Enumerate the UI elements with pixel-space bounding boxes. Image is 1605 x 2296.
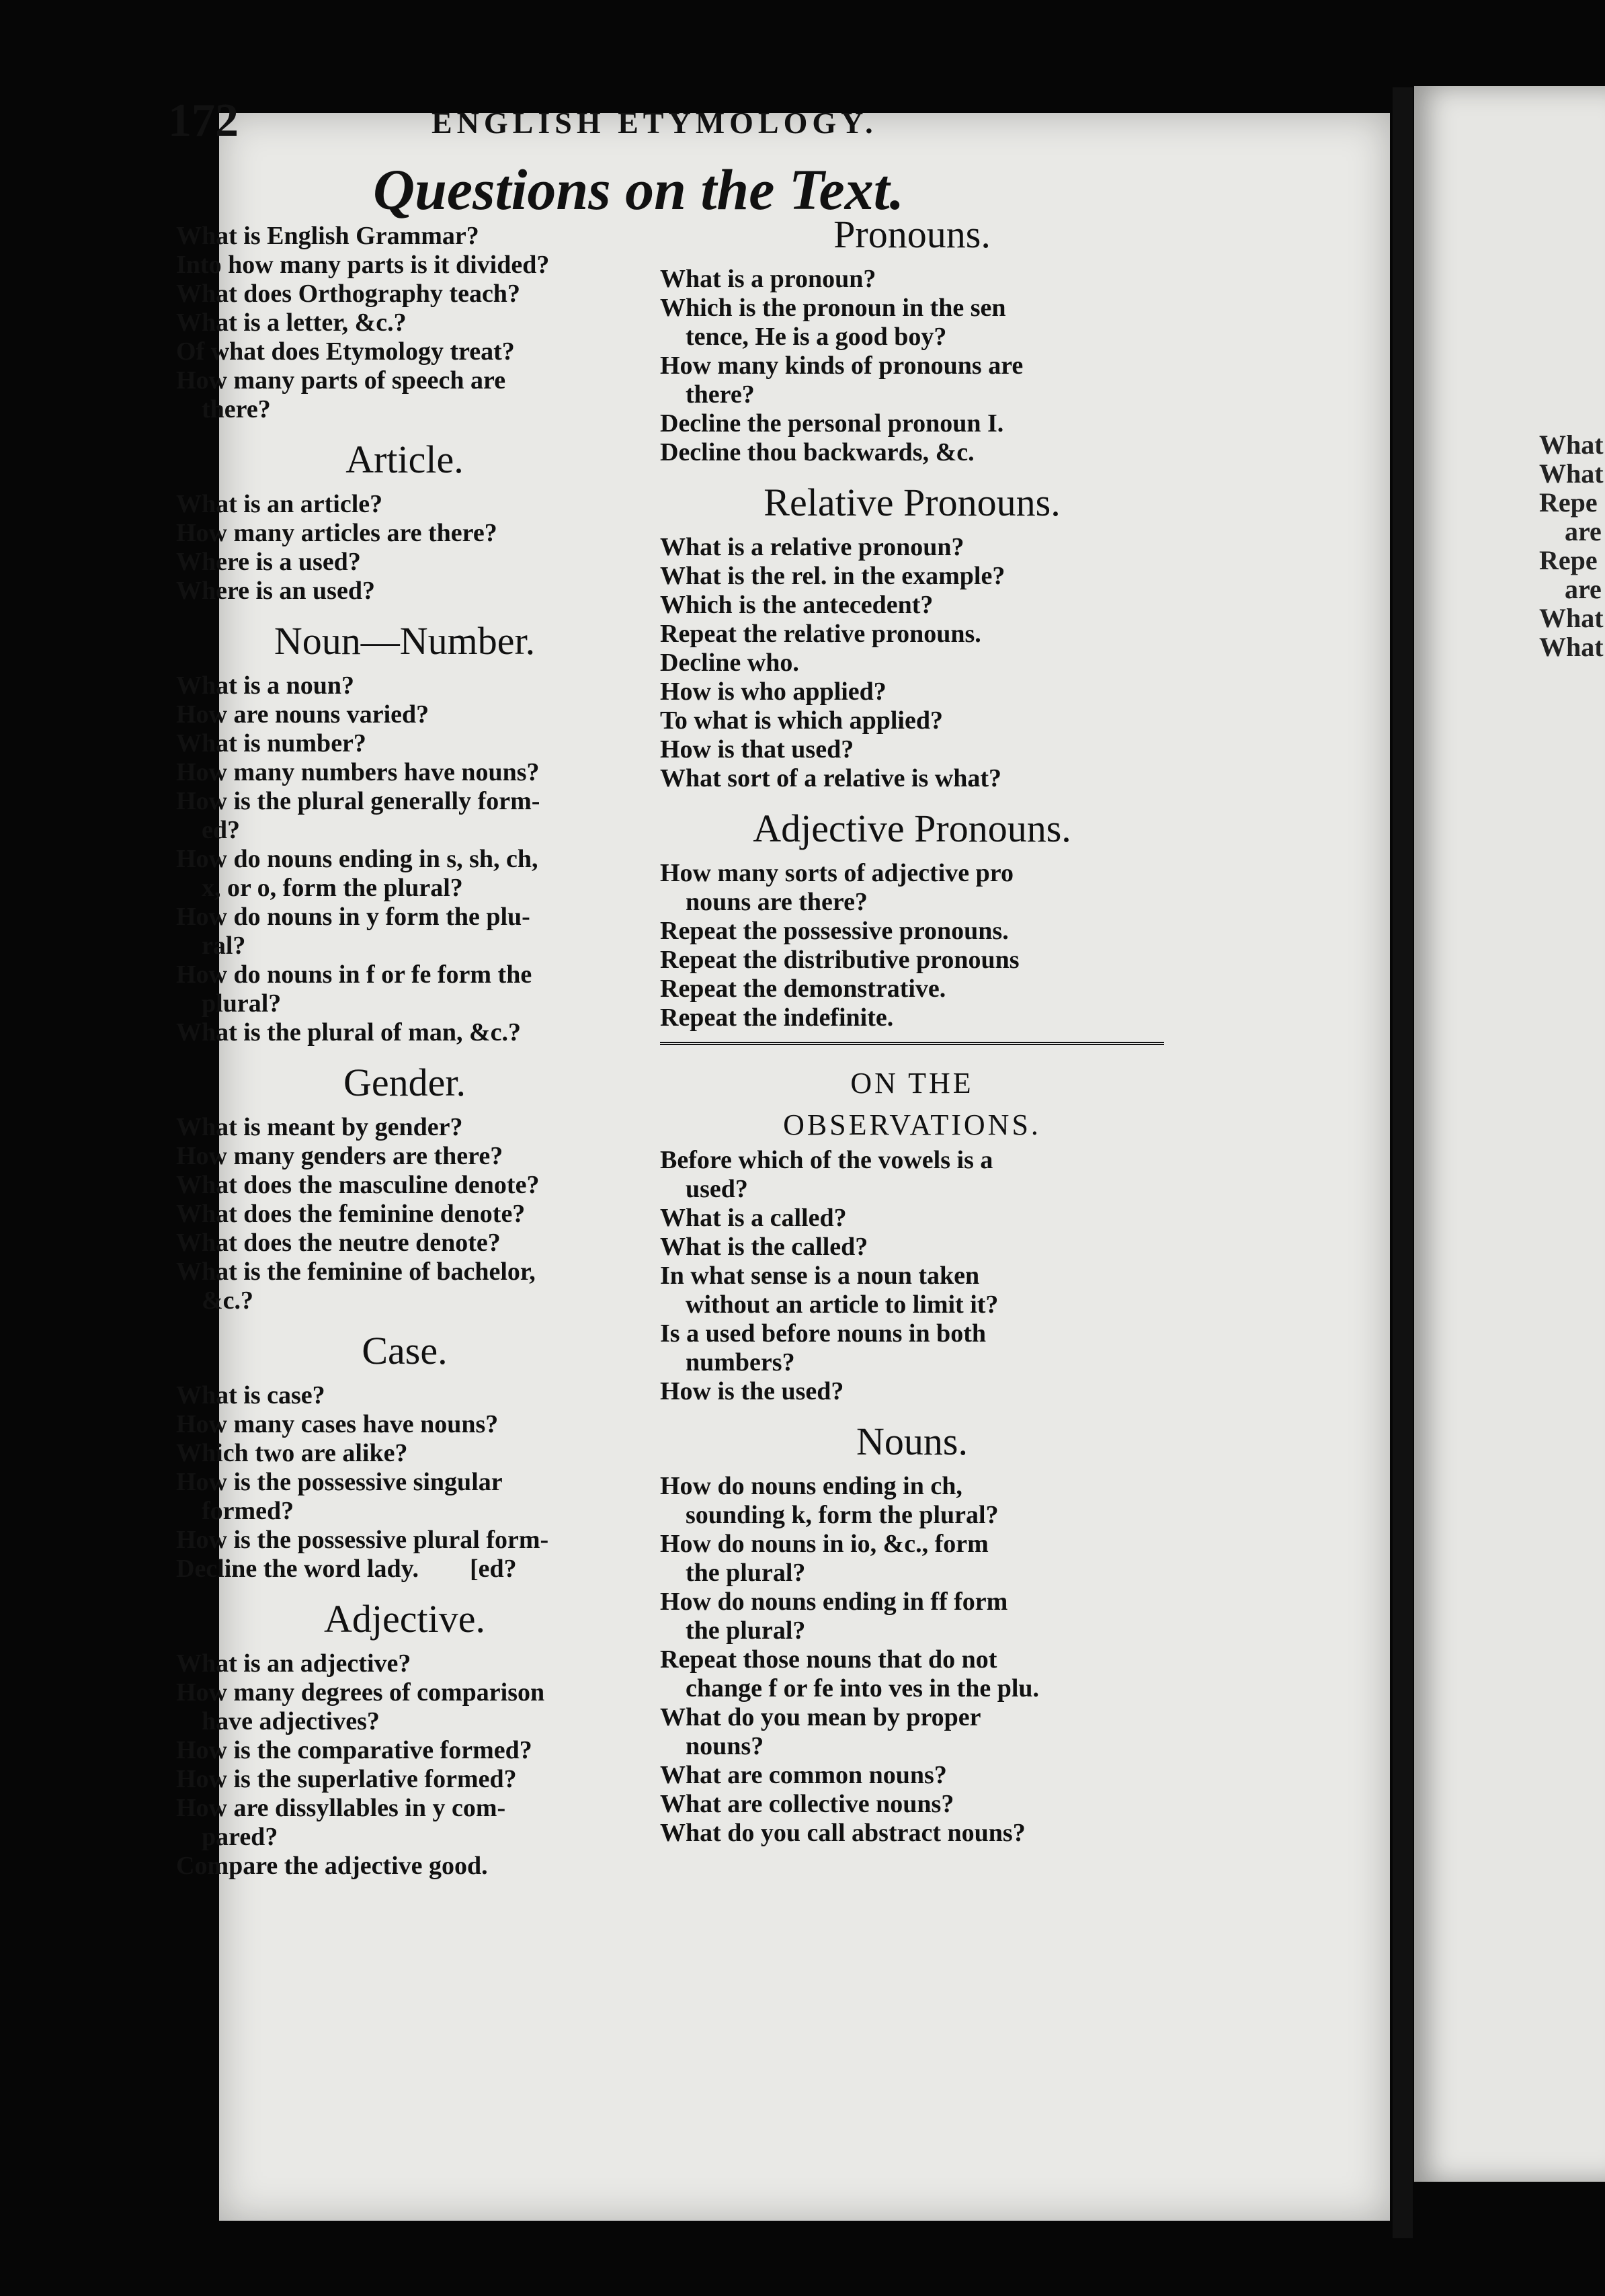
question: What is a relative pronoun? — [660, 533, 964, 561]
book-gutter — [1393, 87, 1413, 2238]
noun-number-questions — [176, 671, 633, 1047]
question: What do you call abstract nouns? — [660, 1819, 1026, 1847]
question: What are collective nouns? — [660, 1790, 954, 1818]
question: How is the possessive singular — [176, 1468, 503, 1496]
question: the plural? — [686, 1616, 806, 1645]
question: How is the possessive plural form- — [176, 1526, 549, 1554]
pronouns-questions — [660, 265, 1164, 467]
question: What does the masculine denote? — [176, 1171, 540, 1199]
question: without an article to limit it? — [686, 1290, 999, 1319]
facing-page-fragment: What — [1539, 458, 1604, 489]
section-heading-relative-pronouns: Relative Pronouns. — [764, 481, 1061, 524]
adjective-questions — [176, 1649, 633, 1881]
section-heading-case: Case. — [362, 1329, 448, 1372]
question: Decline the personal pronoun I. — [660, 409, 1004, 438]
question: How are dissyllables in y com- — [176, 1794, 506, 1822]
case-questions — [176, 1381, 633, 1584]
observations-questions — [660, 1146, 1164, 1406]
question: pared? — [202, 1823, 278, 1851]
question: What is the feminine of bachelor, — [176, 1258, 536, 1286]
gender-questions — [176, 1113, 633, 1315]
facing-page-fragment: are — [1565, 516, 1602, 546]
section-heading-noun-number: Noun—Number. — [274, 619, 536, 663]
question: Into how many parts is it divided? — [176, 251, 550, 279]
question: How many cases have nouns? — [176, 1410, 499, 1438]
section-heading-nouns: Nouns. — [856, 1420, 968, 1463]
question: How is who applied? — [660, 678, 887, 706]
question: How do nouns ending in ch, — [660, 1472, 962, 1500]
question: Decline the word lady. [ed? — [176, 1555, 517, 1583]
section-heading-article: Article. — [345, 438, 464, 481]
nouns-questions — [660, 1472, 1164, 1848]
question: How many numbers have nouns? — [176, 758, 540, 786]
question: What is an adjective? — [176, 1649, 411, 1678]
question: What sort of a relative is what? — [660, 764, 1002, 792]
question: How are nouns varied? — [176, 700, 429, 729]
question: tence, He is a good boy? — [686, 323, 947, 351]
question: What is the called? — [660, 1233, 868, 1261]
page-number: 172 — [168, 95, 239, 147]
question: Which is the antecedent? — [660, 591, 934, 619]
question: What is a pronoun? — [660, 265, 876, 293]
page-title: Questions on the Text. — [373, 157, 905, 222]
question: Repeat the demonstrative. — [660, 975, 946, 1003]
question: Repeat the relative pronouns. — [660, 620, 981, 648]
question: ed? — [202, 816, 240, 844]
question: Where is a used? — [176, 548, 361, 576]
running-head: ENGLISH ETYMOLOGY. — [431, 106, 878, 140]
question: How is the comparative formed? — [176, 1736, 532, 1764]
question: Compare the adjective good. — [176, 1852, 488, 1880]
question: numbers? — [686, 1348, 795, 1377]
question: What is number? — [176, 729, 366, 757]
section-heading-gender: Gender. — [343, 1061, 466, 1104]
section-heading-observations: OBSERVATIONS. — [783, 1108, 1041, 1141]
facing-page — [1414, 86, 1605, 2182]
question: nouns are there? — [686, 888, 868, 916]
question: Repeat those nouns that do not — [660, 1645, 997, 1674]
facing-page-fragment: are — [1565, 574, 1602, 604]
question: ral? — [202, 932, 246, 960]
question: &c.? — [202, 1286, 254, 1315]
question: What does the neutre denote? — [176, 1229, 501, 1257]
section-heading-adjective-pronouns: Adjective Pronouns. — [753, 807, 1071, 850]
question: How many articles are there? — [176, 519, 497, 547]
section-heading-pronouns: Pronouns. — [833, 212, 991, 256]
question: How many kinds of pronouns are — [660, 352, 1024, 380]
section-heading-adjective: Adjective. — [324, 1597, 485, 1641]
question: Which two are alike? — [176, 1439, 408, 1467]
question: Decline thou backwards, &c. — [660, 438, 975, 466]
question: How many sorts of adjective pro — [660, 859, 1014, 887]
question: What is an article? — [176, 490, 383, 518]
facing-page-fragment: What — [1539, 429, 1604, 460]
section-heading-on-the: ON THE — [850, 1067, 974, 1100]
question: What is a called? — [660, 1204, 847, 1232]
facing-page-fragment: Repe — [1539, 545, 1598, 575]
question: What is English Grammar? — [176, 222, 479, 250]
question: Is a used before nouns in both — [660, 1319, 987, 1348]
question: the plural? — [686, 1559, 806, 1587]
adjective-pronouns-questions — [660, 859, 1164, 1032]
facing-page-fragment: What — [1539, 603, 1604, 633]
relative-pronouns-questions — [660, 533, 1164, 793]
question: Repeat the distributive pronouns — [660, 946, 1020, 974]
question: What does the feminine denote? — [176, 1200, 526, 1228]
question: How many genders are there? — [176, 1142, 503, 1170]
facing-page-fragment: Repe — [1539, 487, 1598, 518]
question: How do nouns in io, &c., form — [660, 1530, 989, 1558]
question: How is that used? — [660, 735, 854, 764]
question: What is a letter, &c.? — [176, 309, 407, 337]
question: sounding k, form the plural? — [686, 1501, 999, 1529]
question: used? — [686, 1175, 748, 1203]
question: formed? — [202, 1497, 294, 1525]
right-column — [660, 214, 1164, 1848]
double-rule-divider — [660, 1042, 1164, 1051]
question: What are common nouns? — [660, 1761, 947, 1789]
question: How do nouns in f or fe form the — [176, 960, 532, 989]
question: What is case? — [176, 1381, 325, 1409]
question: In what sense is a noun taken — [660, 1262, 980, 1290]
article-questions — [176, 490, 633, 606]
question: there? — [686, 380, 755, 409]
question: Repeat the indefinite. — [660, 1003, 894, 1032]
question: How is the used? — [660, 1377, 844, 1405]
question: How do nouns in y form the plu- — [176, 903, 530, 931]
question: have adjectives? — [202, 1707, 380, 1735]
question: x, or o, form the plural? — [202, 874, 463, 902]
question: What is a noun? — [176, 671, 355, 700]
question: How is the superlative formed? — [176, 1765, 517, 1793]
question: Before which of the vowels is a — [660, 1146, 993, 1174]
page-header — [168, 94, 1109, 155]
question: What is meant by gender? — [176, 1113, 463, 1141]
question: change f or fe into ves in the plu. — [686, 1674, 1040, 1703]
question: How do nouns ending in s, sh, ch, — [176, 845, 538, 873]
question: there? — [202, 395, 271, 423]
question: What is the plural of man, &c.? — [176, 1018, 521, 1047]
question: Where is an used? — [176, 577, 375, 605]
question: Repeat the possessive pronouns. — [660, 917, 1009, 945]
question: How many parts of speech are — [176, 366, 506, 395]
question: plural? — [202, 989, 282, 1018]
question: Which is the pronoun in the sen — [660, 294, 1006, 322]
question: How many degrees of comparison — [176, 1678, 545, 1707]
intro-questions — [176, 222, 633, 424]
question: What is the rel. in the example? — [660, 562, 1005, 590]
question: To what is which applied? — [660, 706, 943, 735]
question: nouns? — [686, 1732, 764, 1760]
question: Decline who. — [660, 649, 799, 677]
question: How is the plural generally form- — [176, 787, 540, 815]
facing-page-fragment: What — [1539, 632, 1604, 662]
left-column — [176, 222, 633, 1881]
question: Of what does Etymology treat? — [176, 337, 515, 366]
question: What do you mean by proper — [660, 1703, 981, 1731]
question: How do nouns ending in ff form — [660, 1588, 1008, 1616]
question: What does Orthography teach? — [176, 280, 520, 308]
